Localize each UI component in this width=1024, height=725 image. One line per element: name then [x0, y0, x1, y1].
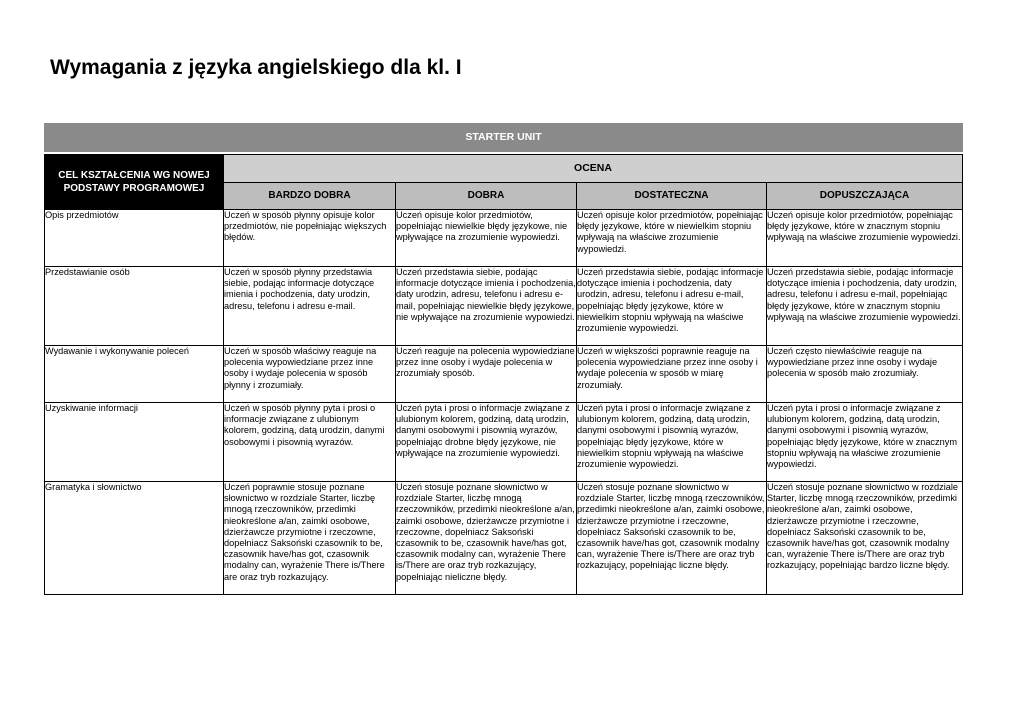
table-row [45, 210, 963, 267]
requirement-cell: Uczeń w większości poprawnie reaguje na polecenia wypowiedziane przez inne osoby i wydaje polecenia w sposób w miarę zrozumiały. [577, 346, 767, 403]
requirement-cell: Uczeń stosuje poznane słownictwo w rozdziale Starter, liczbę mnogą rzeczowników, przedimki nieokreślone a/an, zaimki osobowe, dzierżawcze przymiotne i rzeczowne, dopełniacz Saksoński czasownik to be, czasownik have/has got, czasownik modalny can, wyrażenie There is/There are oraz tryb rozkazujący, popełniając nieliczne błędy. [396, 482, 577, 595]
page-title: Wymagania z języka angielskiego dla kl. I [50, 56, 462, 79]
rating-header: OCENA [224, 155, 963, 183]
topic-cell: Wydawanie i wykonywanie poleceń [45, 346, 224, 403]
requirement-cell: Uczeń przedstawia siebie, podając informacje dotyczące imienia i pochodzenia, daty urodzin, adresu, telefonu i adresu e-mail, popełniając błędy językowe, które w znacznym stopniu wpływają na właściwe zrozumienie wypowiedzi. [767, 267, 963, 346]
table-row [45, 403, 963, 482]
topic-cell: Gramatyka i słownictwo [45, 482, 224, 595]
requirement-cell: Uczeń w sposób właściwy reaguje na polecenia wypowiedziane przez inne osoby i wydaje polecenia w sposób płynny i zrozumiały. [224, 346, 396, 403]
requirement-cell: Uczeń stosuje poznane słownictwo w rozdziale Starter, liczbę mnogą rzeczowników, przedimki nieokreślone a/an, zaimki osobowe, dzierżawcze przymiotne i rzeczowne, dopełniacz Saksoński czasownik to be, czasownik have/has got, czasownik modalny can, wyrażenie There is/There are oraz tryb rozkazujący, popełniając liczne błędy. [577, 482, 767, 595]
requirement-cell: Uczeń pyta i prosi o informacje związane z ulubionym kolorem, godziną, datą urodzin, danymi osobowymi i pisownią wyrazów, popełniając błędy językowe, które w znacznym stopniu wpływają na właściwe zrozumienie wypowiedzi. [767, 403, 963, 482]
grade-header-dobra: DOBRA [396, 183, 577, 210]
table-row [45, 267, 963, 346]
requirement-cell: Uczeń w sposób płynny przedstawia siebie, podając informacje dotyczące imienia i pochodzenia, daty urodzin, adresu, telefonu i adresu e-mail. [224, 267, 396, 346]
requirements-table [44, 123, 963, 595]
requirement-cell: Uczeń opisuje kolor przedmiotów, popełniając błędy językowe, które w znacznym stopniu wpływają na właściwe zrozumienie wypowiedzi. [767, 210, 963, 267]
unit-title: STARTER UNIT [45, 124, 963, 152]
requirement-cell: Uczeń reaguje na polecenia wypowiedziane przez inne osoby i wydaje polecenia w zrozumiały sposób. [396, 346, 577, 403]
topic-cell: Uzyskiwanie informacji [45, 403, 224, 482]
rating-header-row [45, 155, 963, 183]
requirement-cell: Uczeń pyta i prosi o informacje związane z ulubionym kolorem, godziną, datą urodzin, danymi osobowymi i pisownią wyrazów, popełniając drobne błędy językowe, nie wpływające na zrozumienie wypowiedzi. [396, 403, 577, 482]
requirement-cell: Uczeń przedstawia siebie, podając informacje dotyczące imienia i pochodzenia, daty urodzin, adresu, telefonu i adresu e-mail, popełniając błędy językowe, które w niewielkim stopniu wpływają na właściwe zrozumienie wypowiedzi. [577, 267, 767, 346]
requirement-cell: Uczeń często niewłaściwie reaguje na wypowiedziane przez inne osoby i wydaje polecenia w sposób mało zrozumiały. [767, 346, 963, 403]
grade-header-bardzo-dobra: BARDZO DOBRA [224, 183, 396, 210]
goal-column-header: CEL KSZTAŁCENIA WG NOWEJ PODSTAWY PROGRAMOWEJ [45, 155, 224, 210]
grade-header-dopuszczajaca: DOPUSZCZAJĄCA [767, 183, 963, 210]
requirement-cell: Uczeń pyta i prosi o informacje związane z ulubionym kolorem, godziną, datą urodzin, danymi osobowymi i pisownią wyrazów, popełniając błędy językowe, które w niewielkim stopniu wpływają na właściwe zrozumienie wypowiedzi. [577, 403, 767, 482]
table-row [45, 482, 963, 595]
requirement-cell: Uczeń poprawnie stosuje poznane słownictwo w rozdziale Starter, liczbę mnogą rzeczowników, przedimki nieokreślone a/an, zaimki osobowe, dzierżawcze przymiotne i rzeczowne, dopełniacz Saksoński czasownik to be, czasownik have/has got, czasownik modalny can, wyrażenie There is/There are oraz tryb rozkazujący. [224, 482, 396, 595]
requirement-cell: Uczeń w sposób płynny pyta i prosi o informacje związane z ulubionym kolorem, godziną, datą urodzin, danymi osobowymi i pisownią wyrazów. [224, 403, 396, 482]
requirement-cell: Uczeń przedstawia siebie, podając informacje dotyczące imienia i pochodzenia, daty urodzin, adresu, telefonu i adresu e-mail, popełniając niewielkie błędy językowe, nie wpływające na zrozumienie wypowiedzi. [396, 267, 577, 346]
unit-header-row [45, 124, 963, 152]
requirement-cell: Uczeń opisuje kolor przedmiotów, popełniając błędy językowe, które w niewielkim stopniu wpływają na właściwe zrozumienie wypowiedzi. [577, 210, 767, 267]
topic-cell: Przedstawianie osób [45, 267, 224, 346]
requirement-cell: Uczeń stosuje poznane słownictwo w rozdziale Starter, liczbę mnogą rzeczowników, przedimki nieokreślone a/an, zaimki osobowe, dzierżawcze przymiotne i rzeczowne, dopełniacz Saksoński czasownik to be, czasownik have/has got, czasownik modalny can, wyrażenie There is/There are oraz tryb rozkazujący, popełniając bardzo liczne błędy. [767, 482, 963, 595]
grade-header-dostateczna: DOSTATECZNA [577, 183, 767, 210]
table-row [45, 346, 963, 403]
requirement-cell: Uczeń w sposób płynny opisuje kolor przedmiotów, nie popełniając większych błędów. [224, 210, 396, 267]
topic-cell: Opis przedmiotów [45, 210, 224, 267]
requirement-cell: Uczeń opisuje kolor przedmiotów, popełniając niewielkie błędy językowe, nie wpływające na zrozumienie wypowiedzi. [396, 210, 577, 267]
